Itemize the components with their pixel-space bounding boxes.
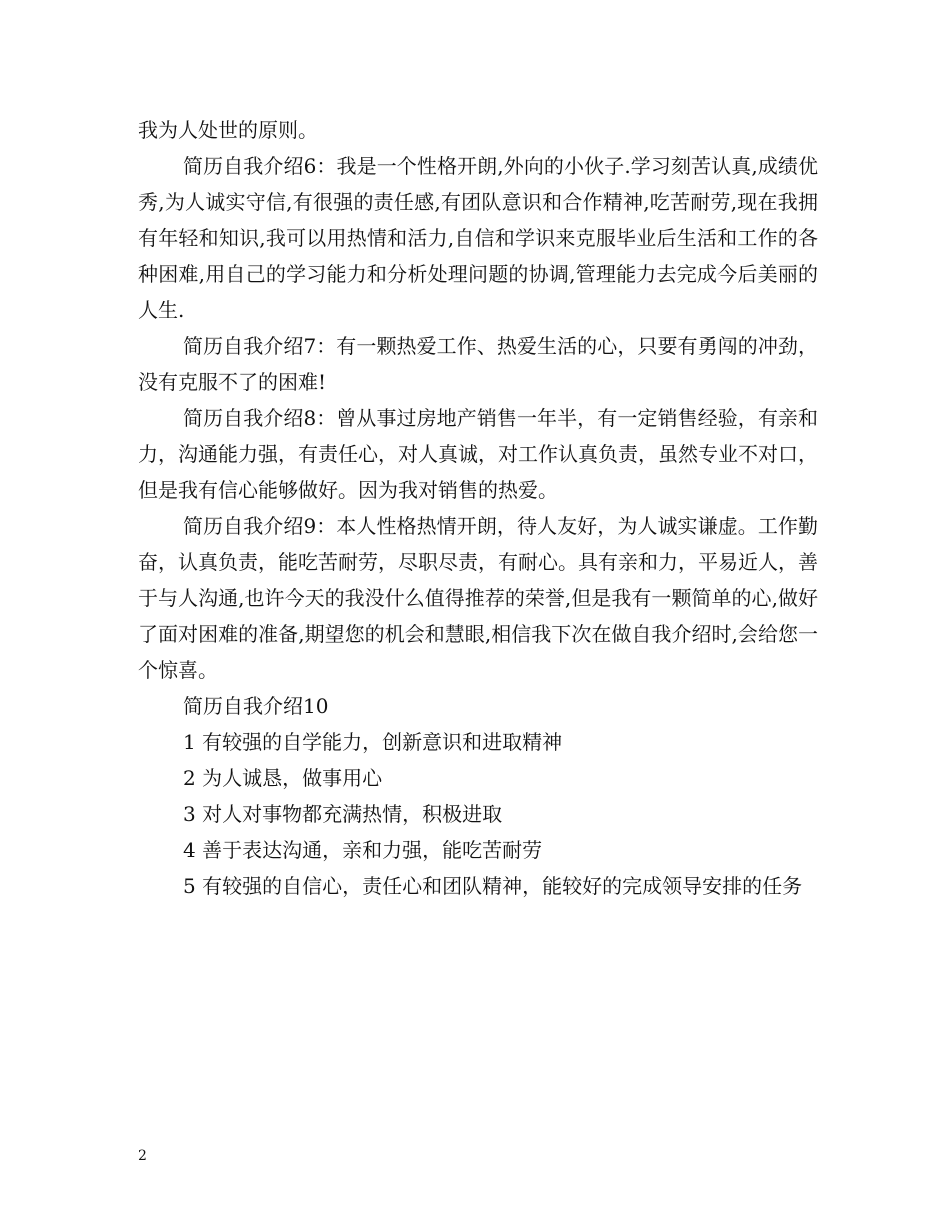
paragraph: 简历自我介绍6：我是一个性格开朗,外向的小伙子.学习刻苦认真,成绩优秀,为人诚实守信,有很强的责任感,有团队意识和合作精神,吃苦耐劳,现在我拥有年轻和知识,我可以用热情和活力,自信和学识来克服毕业后生活和工作的各种困难,用自己的学习能力和分析处理问题的协调,管理能力去完成今后美丽的人生. — [138, 154, 818, 322]
page-number: 2 — [138, 1148, 147, 1164]
list-item: 3 对人对事物都充满热情，积极进取 — [183, 802, 503, 826]
paragraph: 我为人处世的原则。 — [138, 118, 318, 142]
list-item: 4 善于表达沟通，亲和力强，能吃苦耐劳 — [183, 838, 543, 862]
document-body — [138, 112, 818, 904]
section-heading: 简历自我介绍10 — [183, 694, 329, 718]
list-item: 2 为人诚恳，做事用心 — [183, 766, 383, 790]
list-item: 1 有较强的自学能力，创新意识和进取精神 — [183, 730, 563, 754]
paragraph: 简历自我介绍8：曾从事过房地产销售一年半，有一定销售经验，有亲和力，沟通能力强，有责任心，对人真诚，对工作认真负责，虽然专业不对口，但是我有信心能够做好。因为我对销售的热爱。 — [138, 406, 818, 502]
paragraph: 简历自我介绍9：本人性格热情开朗，待人友好，为人诚实谦虚。工作勤奋，认真负责，能吃苦耐劳，尽职尽责，有耐心。具有亲和力，平易近人，善于与人沟通,也许今天的我没什么值得推荐的荣誉,但是我有一颗简单的心,做好了面对困难的准备,期望您的机会和慧眼,相信我下次在做自我介绍时,会给您一个惊喜。 — [138, 514, 818, 682]
list-item: 5 有较强的自信心，责任心和团队精神，能较好的完成领导安排的任务 — [183, 874, 803, 898]
paragraph: 简历自我介绍7：有一颗热爱工作、热爱生活的心，只要有勇闯的冲劲，没有克服不了的困难! — [138, 334, 818, 394]
